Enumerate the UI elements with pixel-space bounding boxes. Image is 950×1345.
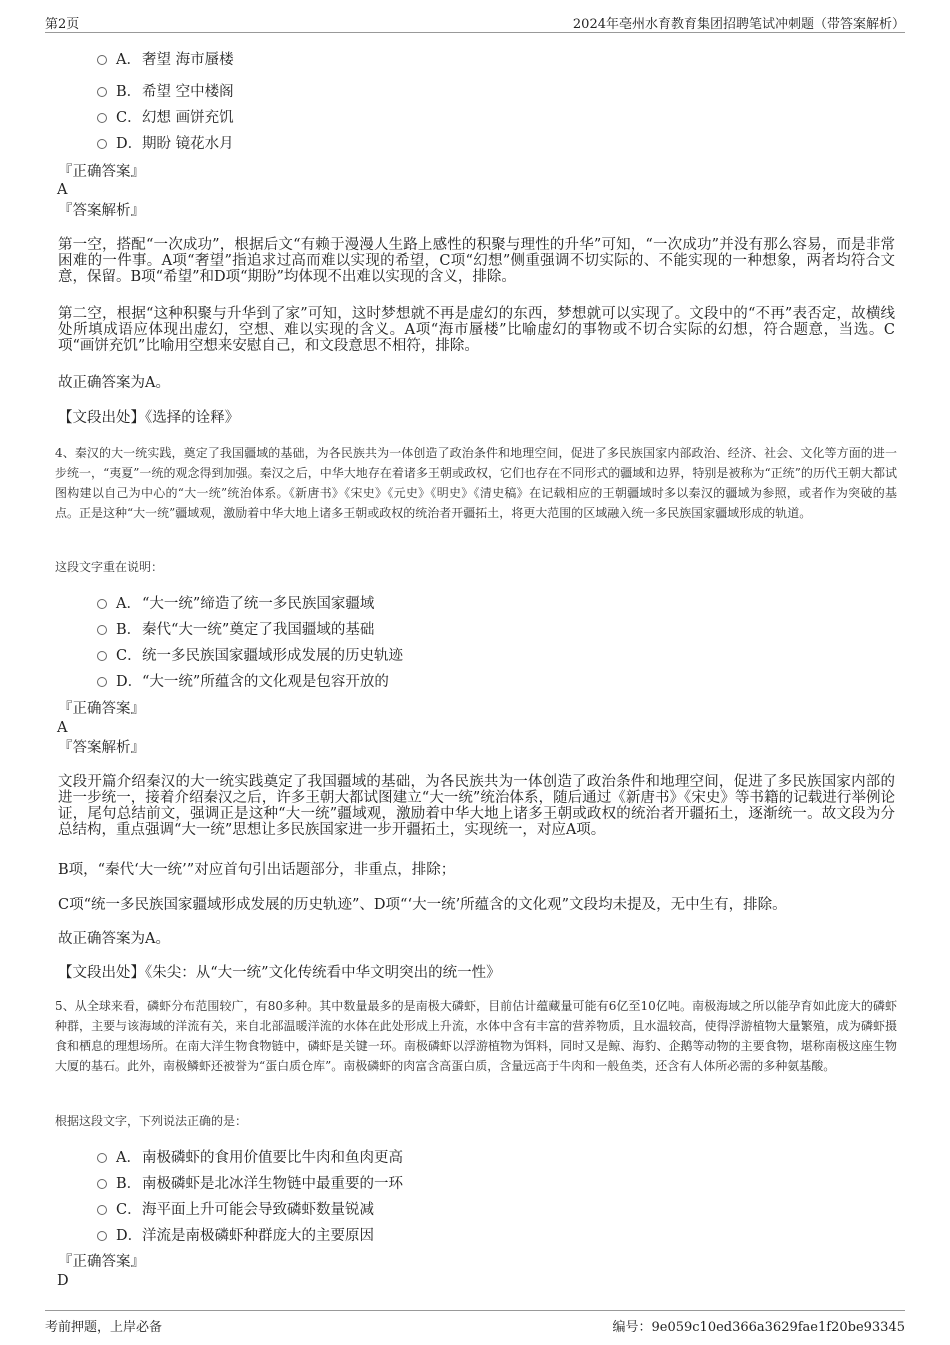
q4-answer-label: 『正确答案』	[58, 701, 145, 717]
radio-icon[interactable]	[97, 139, 107, 149]
q3-analysis-para-1: 第一空，搭配“一次成功”，根据后文“有赖于漫漫人生路上感性的积聚与理性的升华”可知，“一次成功”并没有那么容易，而是非常困难的一件事。A项“奢望”指追求过高而难以实现的希望，C项“幻想”侧重强调不切实际的、不能实现的一种想象，两者均符合文意，保留。B项“希望”和D项“期盼”均体现不出难以实现的含义，排除。	[58, 237, 895, 285]
q4-analysis-para-3: C项“统一多民族国家疆域形成发展的历史轨迹”、D项“‘大一统’所蕴含的文化观”文段均未提及，无中生有，排除。	[58, 897, 787, 913]
q5-answer-label: 『正确答案』	[58, 1254, 145, 1270]
q4-analysis-label: 『答案解析』	[58, 740, 145, 756]
radio-icon[interactable]	[97, 677, 107, 687]
q3-answer-label: 『正确答案』	[58, 164, 145, 180]
document-code: 编号：9e059c10ed366a3629fae1f20be93345	[612, 1320, 905, 1335]
q3-source: 【文段出处】《选择的诠释》	[58, 410, 240, 426]
q3-option-c[interactable]: C．幻想 画饼充饥	[97, 108, 234, 128]
radio-icon[interactable]	[97, 1153, 107, 1163]
radio-icon[interactable]	[97, 113, 107, 123]
q4-analysis-para-1: 文段开篇介绍秦汉的大一统实践奠定了我国疆域的基础，为各民族共为一体创造了政治条件和地理空间，促进了多民族国家内部的进一步统一，接着介绍秦汉之后，许多王朝大都试图建立“大一统”统治体系，随后通过《新唐书》《宋史》等书籍的记载进行举例论证，尾句总结前文，强调正是这种“大一统”疆域观，激励着中华大地上诸多王朝或政权的统治者开疆拓土，逐渐统一。故文段为分总结构，重点强调“大一统”思想让多民族国家进一步开疆拓土，实现统一，对应A项。	[58, 774, 895, 838]
q3-analysis-label: 『答案解析』	[58, 203, 145, 219]
q3-option-a[interactable]: A．奢望 海市蜃楼	[97, 50, 234, 70]
q3-answer: A	[57, 182, 68, 198]
q5-option-a[interactable]: A．南极磷虾的食用价值要比牛肉和鱼肉更高	[97, 1148, 403, 1168]
q4-answer: A	[57, 720, 68, 736]
q5-answer: D	[57, 1273, 69, 1289]
q3-option-d[interactable]: D．期盼 镜花水月	[97, 134, 234, 154]
radio-icon[interactable]	[97, 87, 107, 97]
page-header	[45, 10, 905, 33]
footer-slogan: 考前押题，上岸必备	[45, 1320, 163, 1335]
q5-option-b[interactable]: B．南极磷虾是北冰洋生物链中最重要的一环	[97, 1174, 403, 1194]
q4-source: 【文段出处】《朱尖：从“大一统”文化传统看中华文明突出的统一性》	[58, 965, 501, 981]
q5-option-c[interactable]: C．海平面上升可能会导致磷虾数量锐减	[97, 1200, 374, 1220]
radio-icon[interactable]	[97, 1231, 107, 1241]
q5-prompt: 根据这段文字，下列说法正确的是：	[55, 1114, 248, 1128]
q4-analysis-para-2: B项，“秦代‘大一统’”对应首句引出话题部分，非重点，排除；	[58, 862, 456, 878]
q4-option-a[interactable]: A．“大一统”缔造了统一多民族国家疆域	[97, 594, 374, 614]
page-footer	[45, 1310, 905, 1337]
q4-stem: 4、秦汉的大一统实践，奠定了我国疆域的基础，为各民族共为一体创造了政治条件和地理空间，促进了多民族国家内部政治、经济、社会、文化等方面的进一步统一，“夷夏”一统的观念得到加强。秦汉之后，中华大地存在着诸多王朝或政权，它们也存在不同形式的疆域和边界，特别是被称为“正统”的历代王朝大都试图构建以自己为中心的“大一统”统治体系。《新唐书》《宋史》《元史》《明史》《清史稿》在记载相应的王朝疆域时多以秦汉的疆域为参照，或者作为突破的基点。正是这种“大一统”疆域观，激励着中华大地上诸多王朝或政权的统治者开疆拓土，将更大范围的区域融入统一多民族国家疆域形成的轨道。	[55, 446, 897, 520]
q4-option-c[interactable]: C．统一多民族国家疆域形成发展的历史轨迹	[97, 646, 403, 666]
q3-analysis-para-2: 第二空，根据“这种积聚与升华到了家”可知，这时梦想就不再是虚幻的东西，梦想就可以实现了。文段中的“不再”表否定，故横线处所填成语应体现出虚幻，空想、难以实现的含义。A项“海市蜃楼”比喻虚幻的事物或不切合实际的幻想，符合题意，当选。C项“画饼充饥”比喻用空想来安慰自己，和文段意思不相符，排除。	[58, 306, 895, 354]
q5-stem: 5、从全球来看，磷虾分布范围较广，有80多种。其中数量最多的是南极大磷虾，目前估计蕴藏量可能有6亿至10亿吨。南极海域之所以能孕育如此庞大的磷虾种群，主要与该海域的洋流有关，来自北部温暖洋流的水体在此处形成上升流，水体中含有丰富的营养物质，且水温较高，使得浮游植物大量繁殖，成为磷虾摄食和栖息的理想场所。在南大洋生物食物链中，磷虾是关键一环。南极磷虾以浮游植物为饵料，同时又是鲸、海豹、企鹅等动物的主要食物，堪称南极这座生物大厦的基石。此外，南极鳞虾还被誉为“蛋白质仓库”。南极磷虾的肉富含高蛋白质，含量远高于牛肉和一般鱼类，还含有人体所必需的多种氨基酸。	[55, 999, 897, 1073]
radio-icon[interactable]	[97, 55, 107, 65]
q4-prompt: 这段文字重在说明：	[55, 560, 164, 574]
radio-icon[interactable]	[97, 1205, 107, 1215]
radio-icon[interactable]	[97, 651, 107, 661]
q5-option-d[interactable]: D．洋流是南极磷虾种群庞大的主要原因	[97, 1226, 374, 1246]
document-title: 2024年亳州水育教育集团招聘笔试冲刺题（带答案解析）	[572, 17, 905, 32]
radio-icon[interactable]	[97, 625, 107, 635]
radio-icon[interactable]	[97, 599, 107, 609]
page-number: 第2页	[45, 17, 80, 32]
q4-option-d[interactable]: D．“大一统”所蕴含的文化观是包容开放的	[97, 672, 389, 692]
q3-analysis-conclusion: 故正确答案为A。	[58, 375, 170, 391]
q3-option-b[interactable]: B．希望 空中楼阁	[97, 82, 234, 102]
q4-option-b[interactable]: B．秦代“大一统”奠定了我国疆域的基础	[97, 620, 374, 640]
radio-icon[interactable]	[97, 1179, 107, 1189]
q4-analysis-conclusion: 故正确答案为A。	[58, 931, 170, 947]
